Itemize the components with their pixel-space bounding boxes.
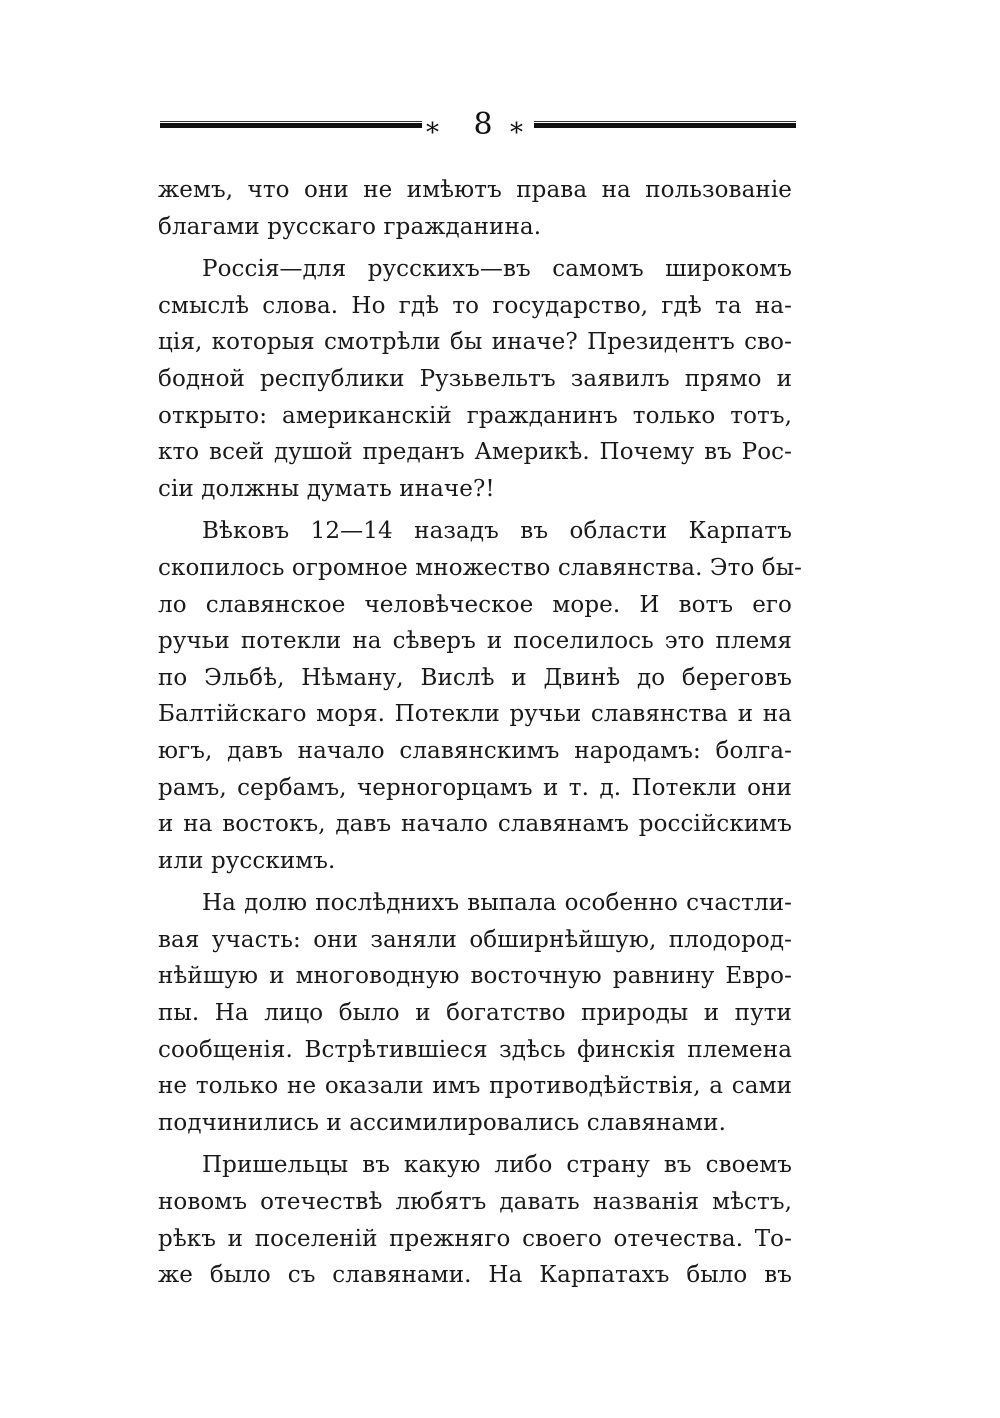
asterism-ornament-left-icon: ⁎ bbox=[426, 110, 439, 140]
body-text bbox=[158, 172, 803, 1294]
text-line: кто всей душой преданъ Америкѣ. Почему въ Рос- bbox=[158, 439, 792, 466]
text-line: рамъ, сербамъ, черногорцамъ и т. д. Потекли они bbox=[158, 774, 792, 801]
text-line: смыслѣ слова. Но гдѣ то государство, гдѣ та на- bbox=[158, 292, 792, 319]
text-line: На долю послѣднихъ выпала особенно счастли- bbox=[202, 890, 792, 917]
text-line: по Эльбѣ, Нѣману, Вислѣ и Двинѣ до береговъ bbox=[158, 664, 792, 691]
paragraph bbox=[158, 885, 792, 1141]
text-line: Пришельцы въ какую либо страну въ своемъ bbox=[202, 1152, 792, 1179]
text-line: ція, которыя смотрѣли бы иначе? Президентъ сво- bbox=[158, 329, 792, 356]
text-line: или русскимъ. bbox=[158, 847, 336, 874]
text-line: открыто: американскій гражданинъ только тотъ, bbox=[158, 402, 792, 429]
paragraph bbox=[158, 513, 803, 879]
paragraph bbox=[158, 1147, 792, 1293]
paragraph bbox=[158, 251, 792, 507]
text-line: вая участь: они заняли обширнѣйшую, плодород- bbox=[158, 926, 792, 953]
text-line: благами русскаго гражданина. bbox=[158, 213, 542, 240]
page-header bbox=[160, 108, 796, 144]
text-line: Балтійскаго моря. Потекли ручьи славянства и на bbox=[158, 701, 792, 728]
text-line: Вѣковъ 12—14 назадъ въ области Карпатъ bbox=[202, 518, 792, 545]
text-line: же было съ славянами. На Карпатахъ было въ bbox=[158, 1262, 792, 1289]
text-line: Россія—для русскихъ—въ самомъ широкомъ bbox=[202, 256, 792, 283]
text-line: новомъ отечествѣ любятъ давать названія мѣстъ, bbox=[158, 1189, 792, 1216]
asterism-ornament-right-icon: ⁎ bbox=[510, 110, 523, 140]
paragraph bbox=[158, 172, 792, 245]
header-rule-left bbox=[160, 121, 422, 131]
page-number: 8 bbox=[473, 107, 493, 142]
text-line: бодной республики Рузьвельтъ заявилъ прямо и bbox=[158, 365, 792, 392]
text-line: сообщенія. Встрѣтившіеся здѣсь финскія племена bbox=[158, 1036, 792, 1063]
text-line: жемъ, что они не имѣютъ права на пользованіе bbox=[158, 177, 792, 203]
text-line: рѣкъ и поселеній прежняго своего отечества. То- bbox=[158, 1225, 792, 1252]
text-line: сіи должны думать иначе?! bbox=[158, 475, 495, 502]
header-rule-right bbox=[534, 121, 796, 131]
text-line: ручьи потекли на сѣверъ и поселилось это племя bbox=[158, 628, 792, 655]
text-line: скопилось огромное множество славянства. Это бы- bbox=[158, 554, 803, 581]
text-line: югъ, давъ начало славянскимъ народамъ: болга- bbox=[158, 737, 792, 764]
text-line: и на востокъ, давъ начало славянамъ россійскимъ bbox=[158, 811, 792, 838]
text-line: пы. На лицо было и богатство природы и пути bbox=[158, 1000, 792, 1027]
text-line: нѣйшую и многоводную восточную равнину Евро- bbox=[158, 963, 792, 990]
text-line: ло славянское человѣческое море. И вотъ его bbox=[158, 591, 792, 618]
text-line: не только не оказали имъ противодѣйствія, а сами bbox=[158, 1073, 792, 1100]
text-line: подчинились и ассимилировались славянами. bbox=[158, 1109, 727, 1136]
